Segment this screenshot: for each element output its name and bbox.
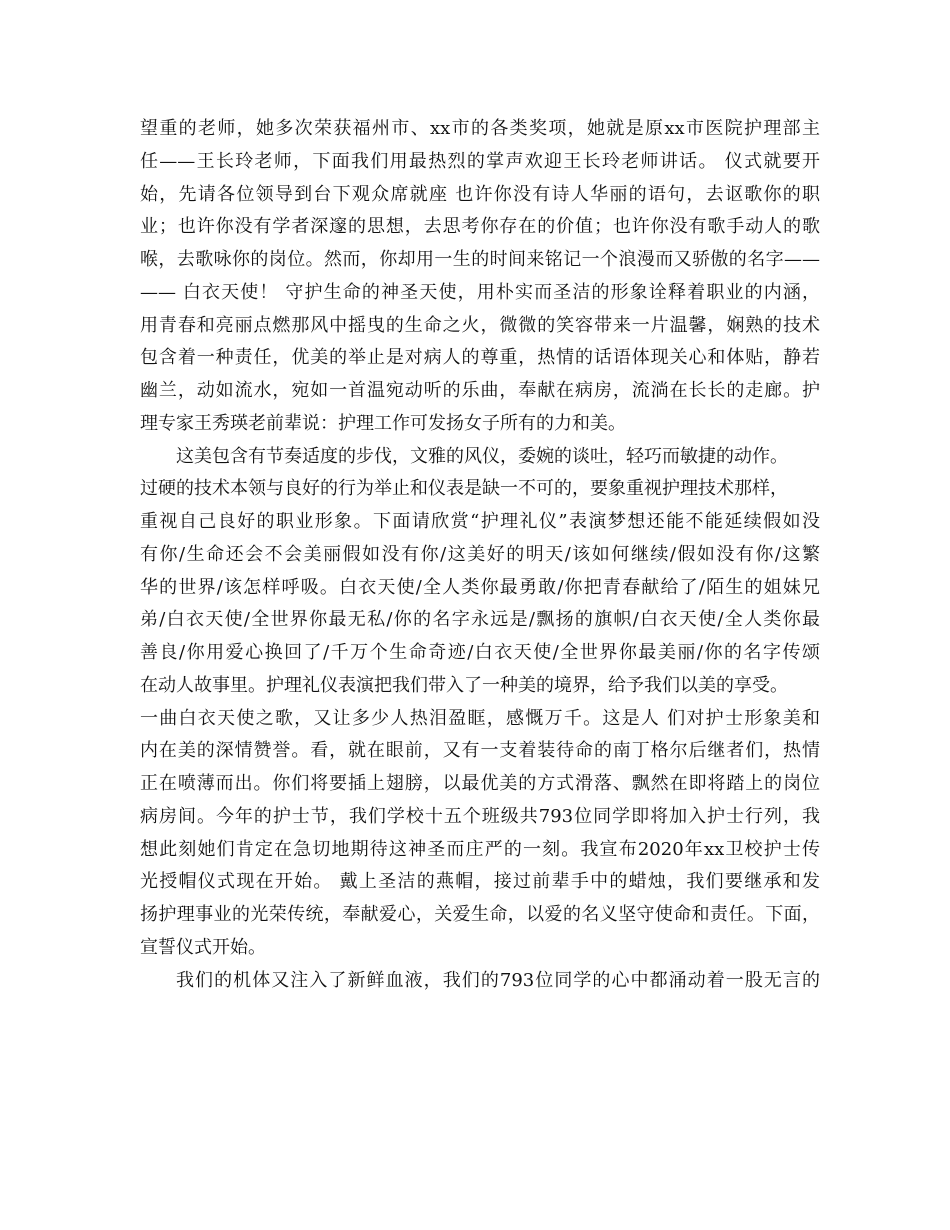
text-line: 喉，去歌咏你的岗位。然而，你却用一生的时间来铭记一个浪漫而又骄傲的名字—— — [140, 249, 820, 270]
document-body — [140, 113, 820, 997]
text-line: 包含着一种责任，优美的举止是对病人的尊重，热情的话语体现关心和体贴，静若 — [140, 347, 820, 369]
text-line: 一曲白衣天使之歌，又让多少人热泪盈眶，感慨万千。这是人 们对护士形象美和 — [140, 707, 820, 729]
text-line: 光授帽仪式现在开始。 戴上圣洁的燕帽，接过前辈手中的蜡烛，我们要继承和发 — [140, 871, 820, 893]
text-line: 病房间。今年的护士节，我们学校十五个班级共793位同学即将加入护士行列，我 — [140, 805, 820, 827]
text-line: 这美包含有节奏适度的步伐，文雅的风仪，委婉的谈吐，轻巧而敏捷的动作。 — [176, 445, 788, 467]
text-line: 内在美的深情赞誉。看，就在眼前，又有一支着装待命的南丁格尔后继者们，热情 — [140, 740, 820, 762]
text-line: 想此刻她们肯定在急切地期待这神圣而庄严的一刻。我宣布2020年xx卫校护士传 — [140, 838, 820, 860]
text-line: 业；也许你没有学者深邃的思想，去思考你存在的价值；也许你没有歌手动人的歌 — [140, 216, 820, 238]
text-line: 弟/白衣天使/全世界你最无私/你的名字永远是/飘扬的旗帜/白衣天使/全人类你最 — [140, 609, 820, 631]
text-line: 我们的机体又注入了新鲜血液，我们的793位同学的心中都涌动着一股无言的 — [176, 969, 820, 991]
text-line: 理专家王秀瑛老前辈说：护理工作可发扬女子所有的力和美。 — [140, 412, 626, 434]
text-line: 幽兰，动如流水，宛如一首温宛动听的乐曲，奉献在病房，流淌在长长的走廊。护 — [140, 380, 820, 401]
text-line: 正在喷薄而出。你们将要插上翅膀，以最优美的方式滑落、飘然在即将踏上的岗位 — [140, 773, 820, 794]
text-line: —— 白衣天使！ 守护生命的神圣天使，用朴实而圣洁的形象诠释着职业的内涵， — [140, 281, 820, 303]
text-line: 始，先请各位领导到台下观众席就座 也许你没有诗人华丽的语句，去讴歌你的职 — [140, 183, 820, 205]
text-line: 过硬的技术本领与良好的行为举止和仪表是缺一不可的，要象重视护理技术那样， — [140, 478, 788, 500]
text-line: 扬护理事业的光荣传统，奉献爱心，关爱生命，以爱的名义坚守使命和责任。下面， — [140, 904, 820, 925]
text-line: 望重的老师，她多次荣获福州市、xx市的各类奖项，她就是原xx市医院护理部主 — [140, 118, 820, 139]
text-line: 善良/你用爱心换回了/千万个生命奇迹/白衣天使/全世界你最美丽/你的名字传颂 — [140, 642, 820, 663]
text-line: 在动人故事里。护理礼仪表演把我们带入了一种美的境界，给予我们以美的享受。 — [140, 674, 788, 696]
text-line: 用青春和亮丽点燃那风中摇曳的生命之火，微微的笑容带来一片温馨，娴熟的技术 — [140, 314, 820, 336]
text-line: 重视自己良好的职业形象。下面请欣赏“护理礼仪”表演梦想还能不能延续假如没 — [140, 511, 820, 532]
text-line: 华的世界/该怎样呼吸。白衣天使/全人类你最勇敢/你把青春献给了/陌生的姐妹兄 — [140, 576, 820, 598]
text-line: 任——王长玲老师，下面我们用最热烈的掌声欢迎王长玲老师讲话。 仪式就要开 — [140, 150, 820, 172]
text-line: 有你/生命还会不会美丽假如没有你/这美好的明天/该如何继续/假如没有你/这繁 — [140, 543, 820, 565]
text-line: 宣誓仪式开始。 — [140, 936, 266, 958]
